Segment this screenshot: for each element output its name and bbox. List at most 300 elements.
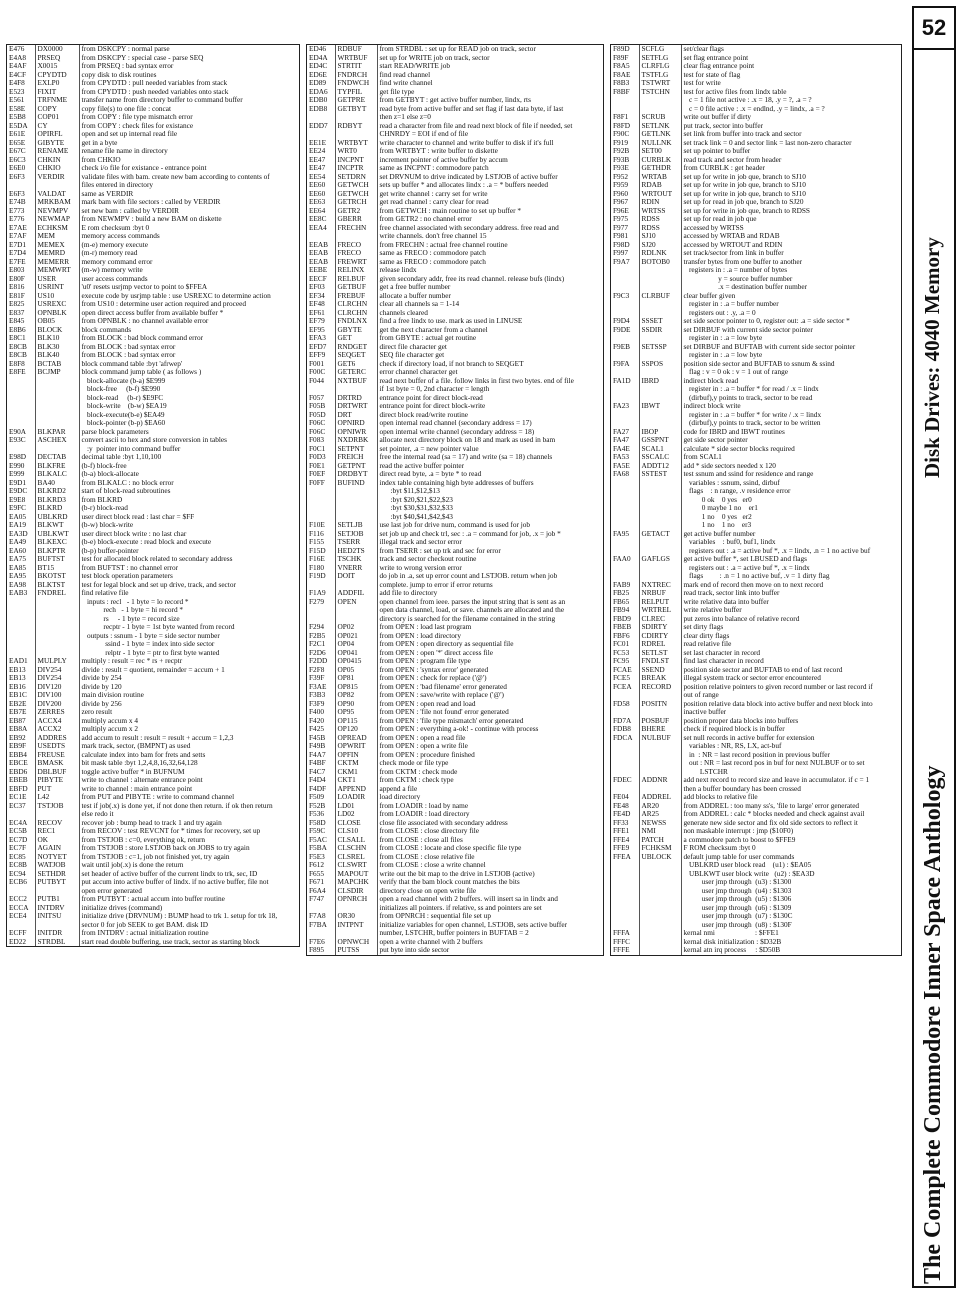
memory-map-row — [611, 181, 901, 190]
description-cell: get a free buffer number — [379, 283, 451, 291]
memory-map-row — [7, 649, 299, 658]
description-cell: (m-e) memory execute — [81, 240, 148, 249]
memory-map-row — [307, 487, 603, 496]
address-cell: FA95 — [611, 530, 639, 556]
memory-map-row — [7, 334, 299, 343]
address-cell: E9D1 — [7, 479, 35, 488]
memory-map-row — [7, 113, 299, 122]
label-cell: TSTWRT — [639, 79, 681, 88]
label-cell — [35, 640, 79, 649]
memory-map-row — [307, 79, 603, 88]
label-cell — [35, 411, 79, 420]
description-cell: from OPEN : open '*' direct access file — [379, 648, 493, 657]
memory-map-row — [307, 538, 603, 547]
memory-map-row — [611, 45, 901, 54]
memory-map-row — [611, 198, 901, 207]
address-cell: F8A5 — [611, 62, 639, 71]
memory-map-row — [7, 411, 299, 420]
memory-map-row — [307, 751, 603, 760]
memory-map-row — [7, 836, 299, 845]
label-cell: CHKIN — [35, 156, 79, 165]
address-cell — [7, 615, 35, 624]
memory-map-row — [7, 776, 299, 785]
memory-map-row — [7, 666, 299, 675]
description-cell: from CLOSE : locate and close specific file type — [379, 844, 522, 852]
memory-map-row — [307, 181, 603, 190]
description-cell: from ADDREL : calc * blocks needed and check against avail — [683, 810, 865, 818]
memory-map-row — [611, 802, 901, 811]
address-cell: E67C — [7, 147, 35, 156]
memory-map-row — [7, 547, 299, 556]
label-cell — [335, 487, 377, 496]
memory-map-row — [7, 759, 299, 768]
memory-map-row — [611, 113, 901, 122]
description-cell: from FRECHN : actual free channel routine — [379, 240, 508, 249]
address-cell: EDD7 — [307, 122, 335, 139]
description-cell: from CKTM : check type — [379, 776, 454, 784]
description-cell: multiply accum x 2 — [81, 725, 139, 733]
memory-map-row — [611, 173, 901, 182]
address-cell: EC94 — [7, 870, 35, 879]
address-cell: FA47 — [611, 436, 639, 445]
description-cell: :byt $11,$12,$13 — [379, 487, 440, 495]
address-cell: E7FE — [7, 258, 35, 267]
address-cell: F19D — [307, 572, 335, 589]
memory-map-row — [611, 207, 901, 216]
address-cell: FA5E — [611, 462, 639, 471]
label-cell: SSDIR — [639, 326, 681, 343]
label-cell: CLOSE — [335, 819, 377, 828]
address-cell: FE48 — [611, 802, 639, 811]
address-cell: E476 — [7, 45, 35, 54]
label-cell: RDLNK — [639, 249, 681, 258]
description-cell: :byt $30,$31,$32,$33 — [379, 504, 453, 512]
label-cell — [35, 419, 79, 428]
label-cell: BKOTST — [35, 572, 79, 581]
description-cell: get write channel : carry set for write — [379, 189, 488, 198]
label-cell: GET — [335, 334, 377, 343]
label-cell: OP815 — [335, 683, 377, 692]
address-cell: E81F — [7, 292, 35, 301]
label-cell: AGAIN — [35, 844, 79, 853]
column-1-rows — [7, 45, 299, 946]
memory-map-row — [7, 768, 299, 777]
memory-map-row — [611, 130, 901, 139]
memory-map-row — [307, 368, 603, 377]
memory-map-row — [307, 768, 603, 777]
memory-map-row — [611, 657, 901, 666]
address-cell: EC8B — [7, 861, 35, 870]
label-cell: FREBUF — [335, 292, 377, 301]
memory-map-row — [7, 853, 299, 862]
memory-map-row — [7, 674, 299, 683]
description-cell: open a write channel with 2 buffers — [379, 937, 483, 946]
description-cell: direct block read/write routine — [379, 410, 469, 419]
address-cell: FCE5 — [611, 674, 639, 683]
description-cell: multiply accum x 4 — [81, 716, 139, 725]
label-cell: WRTAB — [639, 173, 681, 182]
label-cell: OPNRCH — [335, 895, 377, 912]
memory-map-row — [611, 428, 901, 437]
label-cell: INTPNT — [335, 921, 377, 938]
description-cell: from BLKALC : no block error — [81, 478, 174, 487]
address-cell: F4BF — [307, 759, 335, 768]
address-cell: F90C — [611, 130, 639, 139]
description-cell: F ROM checksum :byt 0 — [683, 844, 756, 852]
memory-map-row — [611, 819, 901, 828]
address-cell: F6A4 — [307, 887, 335, 896]
memory-map-row — [7, 751, 299, 760]
memory-map-row — [7, 496, 299, 505]
label-cell — [639, 946, 681, 955]
memory-map-row — [307, 827, 603, 836]
address-cell: EEAB — [307, 241, 335, 250]
description-cell: find write channel — [379, 79, 433, 87]
label-cell: SETHDR — [35, 870, 79, 879]
address-cell: F7E6 — [307, 938, 335, 947]
description-cell: from ADDREL : too many ss's, 'file to large' error generated — [683, 801, 860, 810]
address-cell: F919 — [611, 139, 639, 148]
label-cell: CLREC — [639, 615, 681, 624]
description-cell: non maskable interrupt : jmp ($10F0) — [683, 827, 794, 835]
memory-map-row — [307, 173, 603, 182]
memory-map-row — [7, 640, 299, 649]
label-cell: BOTOB0 — [639, 258, 681, 292]
address-cell: E7AF — [7, 232, 35, 241]
description-cell: from OPEN : open directory as sequential file — [379, 640, 514, 648]
address-cell — [307, 513, 335, 522]
description-cell: accessed by WRTAB and RDAB — [683, 232, 780, 240]
memory-map-row — [7, 717, 299, 726]
memory-map-row — [611, 589, 901, 598]
address-cell: F294 — [307, 623, 335, 632]
address-cell: F4A7 — [307, 751, 335, 760]
label-cell: SETLST — [639, 649, 681, 658]
description-cell: read next buffer of a file. follow links in first two bytes. end of file if 1st byte = 0, 2nd character = length — [379, 376, 574, 393]
address-cell: FDB8 — [611, 725, 639, 734]
description-cell: open internal write channel (secondary address = 18) — [379, 427, 535, 436]
memory-map-row — [307, 309, 603, 318]
description-cell: write relative data into buffer — [683, 597, 769, 606]
label-cell: GETPRE — [335, 96, 377, 105]
label-cell: OP02 — [335, 623, 377, 632]
memory-map-row — [307, 428, 603, 437]
description-cell: from TSTJOB : store LSTJOB back on JOBS to try again — [81, 844, 250, 852]
label-cell: IBRD — [639, 377, 681, 403]
address-cell: F1A9 — [307, 589, 335, 598]
label-cell: NEWSS — [639, 819, 681, 828]
memory-map-row — [7, 581, 299, 590]
address-cell: F9FA — [611, 360, 639, 377]
address-cell: F39F — [307, 674, 335, 683]
label-cell: WRTOUT — [639, 190, 681, 199]
description-cell: from OPEN : 'file type mismatch' error generated — [379, 716, 524, 725]
label-cell: DRT — [335, 411, 377, 420]
label-cell: USRINT — [35, 283, 79, 292]
label-cell: OP120 — [335, 725, 377, 734]
label-cell: SSSET — [639, 317, 681, 326]
memory-map-row — [7, 861, 299, 870]
description-cell: copy disk to disk routines — [81, 70, 157, 79]
memory-map-row — [307, 598, 603, 624]
label-cell: PIBYTE — [35, 776, 79, 785]
description-cell: clear all channels sa = 1-14 — [379, 300, 460, 308]
memory-map-row — [7, 266, 299, 275]
description-cell: (b-w) block-write — [81, 521, 134, 529]
address-cell: F4DF — [307, 785, 335, 794]
address-cell: F044 — [307, 377, 335, 394]
description-cell: (m-w) memory write — [81, 266, 143, 274]
label-cell: BA40 — [35, 479, 79, 488]
address-cell: E65E — [7, 139, 35, 148]
memory-map-row — [7, 725, 299, 734]
label-cell: OPEN — [335, 598, 377, 624]
memory-map-row — [307, 122, 603, 139]
address-cell: F981 — [611, 232, 639, 241]
description-cell: block commands — [81, 325, 132, 334]
address-cell: F3B3 — [307, 691, 335, 700]
address-cell — [7, 377, 35, 386]
label-cell — [35, 632, 79, 641]
address-cell: FB65 — [611, 598, 639, 607]
label-cell: BLOCK — [35, 326, 79, 335]
memory-map-row — [307, 853, 603, 862]
description-cell: add accum to result : result = result + accum = 1,2,3 — [81, 733, 234, 742]
description-cell: position relative pointers to given record number or last record if out of range — [683, 682, 873, 699]
description-cell: direct file character get — [379, 342, 447, 351]
label-cell: DOIT — [335, 572, 377, 589]
address-cell: F895 — [307, 946, 335, 955]
description-cell: transfer name from directory buffer to command buffer — [81, 96, 243, 104]
label-cell: REC1 — [35, 827, 79, 836]
address-cell — [7, 419, 35, 428]
book-title: The Complete Commodore Inner Space Anthology — [920, 765, 946, 1284]
address-cell: FD7A — [611, 717, 639, 726]
address-cell: E5DA — [7, 122, 35, 131]
address-cell: F9C3 — [611, 292, 639, 318]
memory-map-row — [7, 283, 299, 292]
label-cell: LOADIR — [335, 793, 377, 802]
description-cell: set DRVNUM to drive indicated by LSTJOB of active buffer — [379, 172, 558, 181]
description-cell: (b-e) block-execute : read block and execute — [81, 538, 212, 546]
label-cell: ASCHEX — [35, 436, 79, 453]
description-cell: clear flag entrance point — [683, 62, 755, 70]
description-cell: from RECOV : test REVCNT for * times for recovery, set up — [81, 827, 261, 835]
address-cell: F9D4 — [611, 317, 639, 326]
memory-map-row — [7, 470, 299, 479]
address-cell: EB16 — [7, 683, 35, 692]
label-cell: ADDT12 — [639, 462, 681, 471]
memory-map-row — [7, 164, 299, 173]
address-cell: E9FC — [7, 504, 35, 513]
address-cell: F8FD — [611, 122, 639, 131]
label-cell: RELPUT — [639, 598, 681, 607]
description-cell: from DSKCPY : normal parse — [81, 45, 170, 53]
memory-map-row — [611, 827, 901, 836]
address-cell: EAB3 — [7, 589, 35, 598]
address-cell: F96E — [611, 207, 639, 216]
memory-map-row — [307, 360, 603, 369]
description-cell: recptr - 1 byte = 1st byte wanted from record — [81, 623, 235, 631]
memory-map-row — [307, 207, 603, 216]
description-cell: write character to channel and write buffer to disk if it's full — [379, 138, 554, 147]
address-cell: EDA6 — [307, 88, 335, 97]
address-cell: EFA3 — [307, 334, 335, 343]
label-cell: UBLKRD — [35, 513, 79, 522]
label-cell: RDSS — [639, 215, 681, 224]
label-cell: GSSPNT — [639, 436, 681, 445]
address-cell: E845 — [7, 317, 35, 326]
address-cell: E7D1 — [7, 241, 35, 250]
address-cell: F4D4 — [307, 776, 335, 785]
label-cell: NXTBUF — [335, 377, 377, 394]
address-cell: E776 — [7, 215, 35, 224]
description-cell: from OPEN : open a write file — [379, 742, 468, 750]
description-cell: test for legal block and set up drive, track, and sector — [81, 580, 236, 589]
label-cell: BLK40 — [35, 351, 79, 360]
label-cell: ADDRES — [35, 734, 79, 743]
label-cell: WRTBYT — [335, 139, 377, 148]
address-cell: EC7F — [7, 844, 35, 853]
label-cell: CLRCHN — [335, 300, 377, 309]
description-cell: set up for read in job que, branch to SJ20 — [683, 198, 804, 206]
label-cell: FREWRT — [335, 258, 377, 267]
memory-map-row — [7, 224, 299, 233]
memory-map-row — [7, 606, 299, 615]
label-cell: CLS10 — [335, 827, 377, 836]
memory-map-row — [307, 683, 603, 692]
memory-map-row — [307, 462, 603, 471]
description-cell: zero result — [81, 708, 113, 716]
memory-map-row — [307, 343, 603, 352]
memory-map-row — [7, 343, 299, 352]
address-cell: EDB0 — [307, 96, 335, 105]
label-cell: NULLNK — [639, 139, 681, 148]
description-cell: free the internal read (sa = 17) and write (sa = 18) channels — [379, 453, 553, 461]
description-cell: start of block-read subroutines — [81, 487, 171, 495]
description-cell: test for write — [683, 79, 721, 87]
description-cell: from CLOSE : close all files — [379, 835, 463, 844]
memory-map-row — [307, 147, 603, 156]
label-cell — [35, 385, 79, 394]
description-cell: default jump table for user commands UBLKRD user block read (u1) : $EA05 UBLKWT user block write (u2) : $EA3D user jmp through (u3) : $1300 user jmp through (u4) : $1303 user jmp through (u5) : $1306 user jmp through (u6) : $1309 user jmp through (u7) : $130C user jmp through (u8) : $130F — [683, 852, 815, 929]
description-cell: from OPEN : 'file not found' error generated — [379, 708, 509, 716]
memory-map-row — [611, 623, 901, 632]
label-cell: BLKPTR — [35, 547, 79, 556]
label-cell: OK — [35, 836, 79, 845]
address-cell: F959 — [611, 181, 639, 190]
label-cell: SETPNT — [335, 445, 377, 454]
address-cell — [307, 487, 335, 496]
page-number: 52 — [914, 8, 954, 50]
description-cell: check mode or file type — [379, 759, 449, 767]
description-cell: from OPEN : load directory — [379, 631, 461, 640]
description-cell: from PUTBYT : actual accum into buffer routine — [81, 895, 225, 903]
memory-map-row — [307, 241, 603, 250]
label-cell: GETERC — [335, 368, 377, 377]
memory-map-row — [7, 198, 299, 207]
address-cell: F5E3 — [307, 853, 335, 862]
memory-map-row — [7, 71, 299, 80]
label-cell: MULPLY — [35, 657, 79, 666]
memory-map-row — [611, 810, 901, 819]
description-cell: SEQ file character get — [379, 351, 445, 359]
address-cell: EF48 — [307, 300, 335, 309]
label-cell: FNDRCH — [335, 71, 377, 80]
address-cell: F001 — [307, 360, 335, 369]
label-cell — [35, 394, 79, 403]
address-cell: EA05 — [7, 513, 35, 522]
memory-map-row — [307, 258, 603, 267]
address-cell: FC01 — [611, 640, 639, 649]
label-cell: FREICH — [335, 453, 377, 462]
description-cell: write to channel : main entrance point — [81, 784, 193, 793]
memory-map-row — [611, 436, 901, 445]
label-cell: SJ10 — [639, 232, 681, 241]
address-cell: EE47 — [307, 156, 335, 165]
address-cell: FE04 — [611, 793, 639, 802]
address-cell: E4A8 — [7, 54, 35, 63]
address-cell: F00C — [307, 368, 335, 377]
description-cell: set null records in active buffer for extension variables : NR, RS, LX, act-buf in : NR = last record position in previous buffer out : NR = last record pos in buf for next NULBUF or to set LSTCHR — [683, 733, 865, 776]
label-cell: CDIRTY — [639, 632, 681, 641]
memory-map-row — [307, 326, 603, 335]
label-cell: RNDGET — [335, 343, 377, 352]
label-cell: NULBUF — [639, 734, 681, 777]
description-cell: block-pointer (b-p) $EA60 — [81, 419, 166, 427]
memory-map-row — [7, 156, 299, 165]
label-cell: RELINX — [335, 266, 377, 275]
address-cell: F5AC — [307, 836, 335, 845]
label-cell: GIBYTE — [35, 139, 79, 148]
label-cell: BUFIND — [335, 479, 377, 488]
description-cell: from OPEN : save/write with replace ('@') — [379, 691, 504, 699]
label-cell: ECHKSM — [35, 224, 79, 233]
memory-map-row — [7, 79, 299, 88]
address-cell: EB7E — [7, 708, 35, 717]
label-cell: GETWCH — [335, 190, 377, 199]
memory-map-row — [307, 96, 603, 105]
label-cell: MEMERR — [35, 258, 79, 267]
description-cell: from OPNBLK : no channel available error — [81, 317, 209, 325]
memory-map-row — [307, 802, 603, 811]
address-cell: EEA4 — [307, 224, 335, 241]
label-cell: FNDREL — [35, 589, 79, 598]
description-cell: write out buffer if dirty — [683, 113, 752, 121]
memory-map-row — [307, 776, 603, 785]
address-cell: EF34 — [307, 292, 335, 301]
description-cell: set track link = 0 and sector link = last non-zero character — [683, 138, 852, 147]
description-cell: from COPY : file type mismatch error — [81, 113, 193, 121]
label-cell: GAFLGS — [639, 555, 681, 581]
description-cell: from BLOCK : bad block command error — [81, 334, 204, 342]
description-cell: decimal table :byt 1,10,100 — [81, 453, 162, 461]
description-cell: entrance point for direct block-read — [379, 393, 483, 402]
label-cell: RENAME — [35, 147, 79, 156]
label-cell: RDBYT — [335, 122, 377, 139]
label-cell: DIV254 — [35, 666, 79, 675]
address-cell: F425 — [307, 725, 335, 734]
memory-map-row — [307, 105, 603, 122]
memory-map-row — [611, 530, 901, 556]
address-cell: F06C — [307, 419, 335, 428]
memory-map-row — [7, 734, 299, 743]
label-cell: SEQGET — [335, 351, 377, 360]
address-cell: EBB4 — [7, 751, 35, 760]
address-cell: FF33 — [611, 819, 639, 828]
label-cell: RDSS — [639, 224, 681, 233]
description-cell: set up for write in job que, branch to SJ10 — [683, 181, 806, 189]
